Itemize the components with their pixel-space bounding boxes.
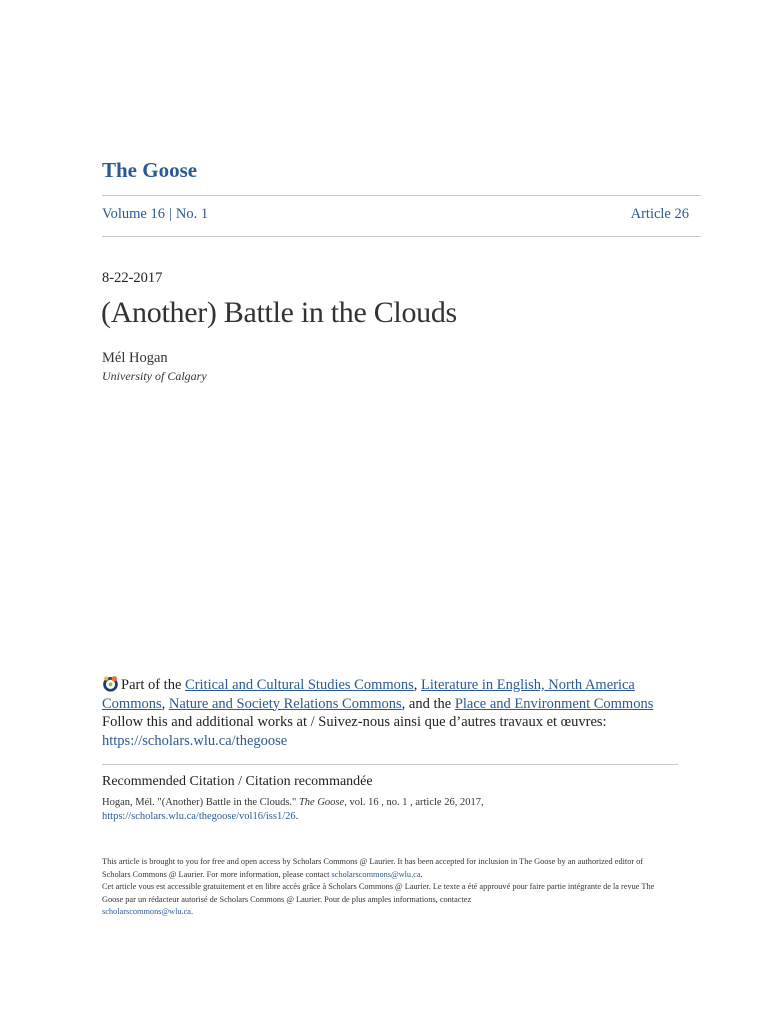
commons-block bbox=[102, 675, 662, 750]
fine-print bbox=[102, 856, 672, 919]
fine-print-fr-end: . bbox=[190, 907, 194, 916]
fine-print-en-end: . bbox=[420, 869, 423, 879]
follow-url-link[interactable]: https://scholars.wlu.ca/thegoose bbox=[102, 732, 288, 749]
article-number-link[interactable]: Article 26 bbox=[630, 206, 689, 222]
contact-email-en[interactable]: scholarscommons@wlu.ca bbox=[331, 869, 421, 879]
issue-separator: | bbox=[168, 206, 172, 222]
comma-2: , bbox=[161, 695, 166, 712]
volume-link[interactable]: Volume 16 bbox=[102, 206, 165, 222]
citation-text bbox=[102, 796, 662, 824]
author-affiliation: University of Calgary bbox=[102, 369, 207, 383]
journal-title[interactable]: The Goose bbox=[102, 158, 198, 182]
and-the-text: , and the bbox=[401, 695, 452, 712]
issue-number-link[interactable]: No. 1 bbox=[175, 206, 209, 222]
commons-link-critical-cultural[interactable]: Critical and Cultural Studies Commons bbox=[185, 677, 414, 693]
article-title: (Another) Battle in the Clouds bbox=[101, 296, 457, 329]
volume-issue bbox=[102, 206, 208, 223]
bepress-commons-icon bbox=[102, 675, 119, 692]
citation-url-end: . bbox=[295, 811, 299, 822]
commons-link-nature-society[interactable]: Nature and Society Relations Commons bbox=[168, 695, 402, 712]
citation-text-before: Hogan, Mél. "(Another) Battle in the Clouds." bbox=[102, 797, 297, 808]
citation-journal: The Goose bbox=[298, 797, 345, 808]
commons-link-place-environment[interactable]: Place and Environment Commons bbox=[454, 695, 654, 712]
part-of-text: Part of the bbox=[121, 677, 182, 693]
citation-heading: Recommended Citation / Citation recommandée bbox=[102, 774, 373, 789]
comma-1: , bbox=[413, 677, 418, 693]
contact-email-fr[interactable]: scholarscommons@wlu.ca bbox=[102, 907, 191, 916]
header-rule-bottom bbox=[102, 236, 701, 237]
citation-text-after: , vol. 16 , no. 1 , article 26, 2017, bbox=[344, 797, 484, 808]
citation-url-link[interactable]: https://scholars.wlu.ca/thegoose/vol16/iss1/26 bbox=[102, 811, 296, 822]
header-rule-top bbox=[102, 195, 701, 196]
author-name: Mél Hogan bbox=[102, 350, 168, 366]
follow-text: Follow this and additional works at / Suivez-nous ainsi que d’autres travaux et œuvres: bbox=[102, 714, 607, 730]
issue-row bbox=[102, 206, 689, 223]
publication-date: 8-22-2017 bbox=[102, 270, 163, 286]
fine-print-fr: Cet article vous est accessible gratuitement et en libre accès grâce à Scholars Commons @ Laurier. Le texte a été approuvé pour faire partie intégrante de la revue The Goose par un rédacteur autorisé de Scholars Commons @ Laurier. Pour de plus amples informations, contactez bbox=[102, 882, 655, 904]
fine-print-en: This article is brought to you for free and open access by Scholars Commons @ Laurier. It has been accepted for inclusion in The Goose by an authorized editor of Scholars Commons @ Laurier. For more information, please contact bbox=[102, 857, 644, 879]
commons-link-literature[interactable]: Literature in English, North America Commons bbox=[102, 677, 635, 712]
citation-rule bbox=[102, 764, 678, 765]
